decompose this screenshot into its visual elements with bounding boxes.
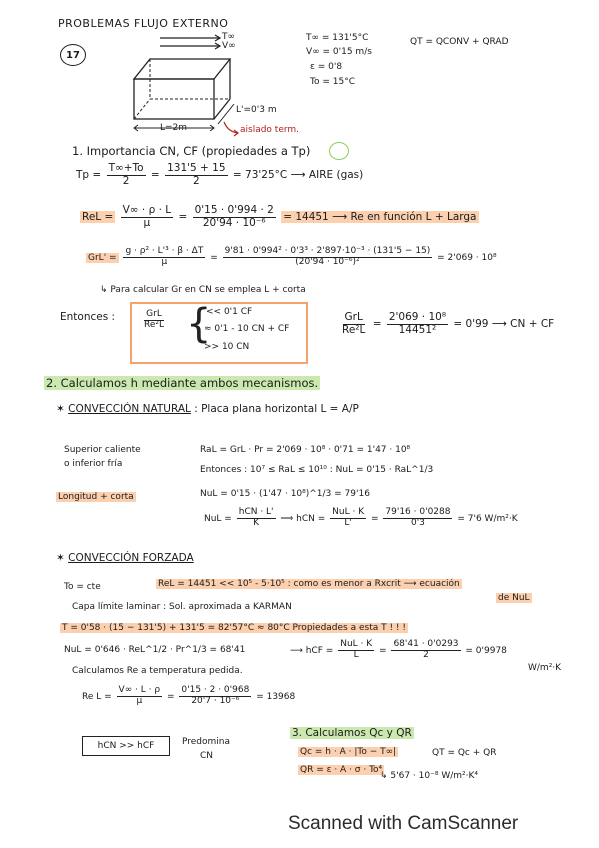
- gr-note-arrow: ↳: [100, 285, 111, 295]
- criteria-num: GrL: [146, 309, 162, 319]
- h-cf-num: NuL · K: [340, 639, 373, 649]
- criteria-brace: {: [186, 301, 212, 347]
- gr-den2: (20'94 · 10⁻⁶)²: [295, 256, 360, 267]
- h-cf-equation: [290, 640, 507, 661]
- then-nusselt: Entonces : 10⁷ ≤ RaL ≤ 10¹⁰ : NuL = 0'15 · RaL^1/3: [200, 465, 434, 475]
- section1-heading: [72, 145, 310, 158]
- re2-den: μ: [136, 695, 143, 706]
- length-label: L=2m: [160, 123, 188, 133]
- gr-result: = 2'069 · 10⁸: [437, 252, 497, 263]
- insulated-label: aislado term.: [240, 125, 300, 135]
- h-cn-equation: NuL = $\frac{\text{hCN · L'}}{K}$ ⟹ hCN = $\frac{\text{NuL · K}}{L'}$ = $\frac{79'16 \cdot 0'0288}{0'3}$ = 7'6 W/m²·K: [204, 507, 518, 528]
- gr-note: [100, 286, 306, 296]
- re2-den2: 20'7 · 10⁻⁶: [191, 695, 240, 706]
- gr-lhs: GrL' =: [88, 252, 117, 263]
- recalc-note: Calculamos Re a temperatura pedida.: [72, 666, 243, 676]
- tp-highlight: [329, 142, 349, 160]
- qr-equation-text: QR = ε · A · σ · To⁴: [300, 765, 383, 775]
- laminar-layer: Capa límite laminar : Sol. aproximada a KARMAN: [72, 602, 292, 612]
- qr-equation: [298, 766, 384, 776]
- re2-num2: 0'15 · 2 · 0'968: [181, 685, 250, 695]
- natural-convection-row: [56, 404, 359, 416]
- flow-velocity-label: V∞: [222, 41, 236, 51]
- section2-heading: [44, 377, 320, 390]
- gr-note-text: Para calcular Gr en CN se emplea L + corta: [110, 285, 306, 295]
- h-cn-lhs: ⟹ hCN =: [280, 513, 326, 524]
- tp-num: T∞+To: [108, 162, 144, 174]
- q-total-equation: QT = QCONV + QRAD: [410, 37, 509, 47]
- film-temperature-text: T = 0'58 · (15 − 131'5) + 131'5 = 82'57°C ≈ 80°C Propiedades a esta T ! ! !: [62, 623, 407, 633]
- t-inf-value: T∞ = 131'5°C: [306, 33, 369, 43]
- natural-sub: : Placa plana horizontal L = A/P: [194, 403, 359, 415]
- h-cn-den: L': [344, 517, 352, 528]
- re2-num: V∞ · L · ρ: [118, 685, 161, 695]
- h-cf-units: W/m²·K: [528, 663, 562, 673]
- re-den: μ: [143, 216, 151, 229]
- criteria-den: Re²L: [144, 319, 165, 330]
- nu-def-fraction: [237, 508, 276, 529]
- tp-result: = 73'25°C ⟶ AIRE (gas): [232, 169, 364, 182]
- nusselt-forced: NuL = 0'646 · ReL^1/2 · Pr^1/3 = 68'41: [64, 645, 246, 655]
- h-cf-den: L: [353, 649, 359, 660]
- film-temperature: [60, 624, 408, 634]
- section2-heading-text: 2. Calculamos h mediante ambos mecanismos.: [46, 376, 319, 390]
- ratio-den: Re²L: [342, 323, 366, 336]
- h-cf-eq: =: [379, 645, 387, 656]
- conclusion-text: hCN >> hCF: [97, 741, 155, 751]
- criteria-case-2: ≈ 0'1 - 10 CN + CF: [204, 324, 290, 334]
- h-cn-num: NuL · K: [332, 507, 365, 517]
- sigma-arrow: ↳: [380, 771, 391, 781]
- re-recalc-equation: Re L = $\frac{V\infty \cdot L \cdot \rho}{\mu}$ = $\frac{0'15 \cdot 2 \cdot 0'968}{\text{20'7 · 10⁻⁶}}$ = 13968: [82, 685, 296, 706]
- v-inf-value: V∞ = 0'15 m/s: [306, 47, 372, 57]
- ratio-fraction: [340, 312, 367, 336]
- predomina-label: Predomina: [182, 737, 231, 747]
- ratio-equation: $\frac{\text{GrL}}{\text{Re²L}}$ = $\frac{\text{2'069 · 10⁸}}{\text{14451²}}$ = 0'99 ⟶ CN + CF: [342, 311, 555, 336]
- problem-number: [60, 44, 86, 66]
- ratio-num-val: 2'069 · 10⁸: [388, 311, 447, 323]
- to-cte: To = cte: [64, 582, 101, 592]
- nusselt-value: NuL = 0'15 · (1'47 · 10⁸)^1/3 = 79'16: [200, 489, 370, 499]
- h-cn-fraction: [330, 508, 366, 529]
- h-cf-num2: 68'41 · 0'0293: [393, 639, 459, 649]
- tp-lhs: Tp =: [76, 169, 102, 182]
- forced-convection-row: [56, 553, 194, 565]
- criteria-case-3: >> 10 CN: [204, 342, 250, 352]
- bullet-icon: ✶: [56, 403, 69, 415]
- problem-number-text: 17: [66, 49, 80, 61]
- predomina-cn: CN: [200, 751, 214, 761]
- rayleigh-equation: RaL = GrL · Pr = 2'069 · 10⁸ · 0'71 = 1'47 · 10⁸: [200, 445, 411, 455]
- ratio-fraction-2: [387, 312, 448, 336]
- emissivity-value: ε = 0'8: [310, 62, 343, 72]
- to-value: To = 15°C: [310, 77, 355, 87]
- tp-fraction-2: [165, 163, 227, 187]
- re2-lhs: Re L =: [82, 691, 112, 702]
- gr-den: μ: [161, 256, 168, 267]
- re-fraction: [121, 205, 173, 229]
- forced-heading: CONVECCIÓN FORZADA: [68, 552, 194, 564]
- reynolds-compare: [156, 580, 462, 590]
- conclusion-box: [82, 736, 170, 756]
- scanner-watermark: Scanned with CamScanner: [288, 813, 519, 834]
- page-title: PROBLEMAS FLUJO EXTERNO: [58, 17, 229, 30]
- flow-temp-label: T∞: [222, 32, 235, 42]
- section3-heading-text: 3. Calculamos Qc y QR: [292, 727, 412, 739]
- ratio-num: GrL: [344, 311, 363, 323]
- criteria-case-1: << 0'1 CF: [206, 307, 253, 317]
- h-cf-result: = 0'9978: [465, 645, 507, 656]
- nu-def-den: K: [253, 517, 260, 528]
- tp-equation: [76, 163, 363, 187]
- tp-eq: =: [150, 169, 160, 182]
- short-length-text: Longitud + corta: [58, 492, 134, 502]
- section3-heading: [290, 728, 414, 740]
- re-result: = 14451 ⟶ Re en función L + Larga: [283, 211, 477, 224]
- re-num: V∞ · ρ · L: [122, 204, 172, 216]
- gr-fraction-2: [223, 247, 433, 268]
- reynolds-compare-2: [496, 594, 532, 604]
- qc-equation-text: Qc = h · A · |To − T∞|: [300, 747, 397, 757]
- then-label: Entonces :: [60, 311, 116, 323]
- h-cn-num2: 79'16 · 0'0288: [385, 507, 451, 517]
- h-cf-lhs: ⟶ hCF =: [290, 645, 334, 656]
- nu-def-lhs: NuL =: [204, 513, 232, 524]
- h-cn-result: = 7'6 W/m²·K: [457, 513, 518, 524]
- re2-result: = 13968: [256, 691, 296, 702]
- hot-surface-2: o inferior fría: [64, 459, 123, 469]
- gr-num: g · ρ² · L'³ · β · ΔT: [125, 246, 204, 256]
- plate-diagram: [120, 34, 300, 139]
- reynolds-compare-text: ReL = 14451 << 10⁵ - 5·10⁵ : como es menor a Rxcrit ⟶ ecuación: [158, 579, 460, 589]
- qt-equation: QT = Qc + QR: [432, 748, 497, 758]
- sigma-value: [380, 772, 478, 782]
- width-label: L'=0'3 m: [236, 105, 277, 115]
- tp-num2: 131'5 + 15: [167, 162, 226, 174]
- gr-num2: 9'81 · 0'994² · 0'3³ · 2'897·10⁻³ · (131'5 − 15): [224, 246, 431, 256]
- sigma-text: 5'67 · 10⁻⁸ W/m²·K⁴: [390, 771, 478, 781]
- short-length-label: [56, 493, 136, 503]
- re-equation: ReL = $\frac{V\infty \cdot \rho \cdot L}{\mu}$ = $\frac{0'15 \cdot 0'994 \cdot 2}{\text{20'94 · 10⁻⁶}}$ = 14451 ⟶ Re en función L + Larga: [82, 204, 477, 229]
- nu-def-num: hCN · L': [238, 507, 274, 517]
- qc-equation: [298, 748, 398, 758]
- re2-fraction: [117, 686, 163, 707]
- re-fraction-2: [193, 205, 276, 229]
- ratio-den-val: 14451²: [398, 323, 437, 336]
- re-den2: 20'94 · 10⁻⁶: [202, 216, 266, 229]
- h-cf-fraction-2: [391, 640, 460, 661]
- natural-heading: CONVECCIÓN NATURAL: [68, 403, 191, 415]
- re-lhs: ReL =: [82, 211, 114, 224]
- h-cn-den2: 0'3: [410, 517, 425, 528]
- reynolds-compare-2-text: de NuL: [498, 593, 530, 603]
- tp-fraction: [107, 163, 146, 187]
- h-cf-den2: 2: [423, 649, 429, 660]
- gr-fraction: [123, 247, 205, 268]
- hot-surface-1: Superior caliente: [64, 445, 141, 455]
- re2-fraction-2: [179, 686, 251, 707]
- tp-den2: 2: [192, 174, 200, 187]
- criteria-fraction: [142, 310, 166, 331]
- h-cn-fraction-2: [383, 508, 452, 529]
- criteria-ratio: [140, 310, 168, 331]
- ratio-result: = 0'99 ⟶ CN + CF: [453, 318, 555, 331]
- bullet-icon-2: ✶: [56, 552, 69, 564]
- re-num2: 0'15 · 0'994 · 2: [194, 204, 274, 216]
- gr-equation: GrL' = $\frac{\text{g · ρ² · L'³ · β · ΔT}}{\mu}$ = $\frac{\text{9'81 · 0'994² · 0'3³ · 2'897·10⁻³ · (131'5 − 15)}}{\text{(20'94 · 10⁻⁶)²}}$ = 2'069 · 10⁸: [88, 246, 497, 267]
- section1-heading-text: 1. Importancia CN, CF (propiedades a Tp): [72, 144, 311, 158]
- h-cf-fraction: [338, 640, 374, 661]
- tp-den: 2: [122, 174, 130, 187]
